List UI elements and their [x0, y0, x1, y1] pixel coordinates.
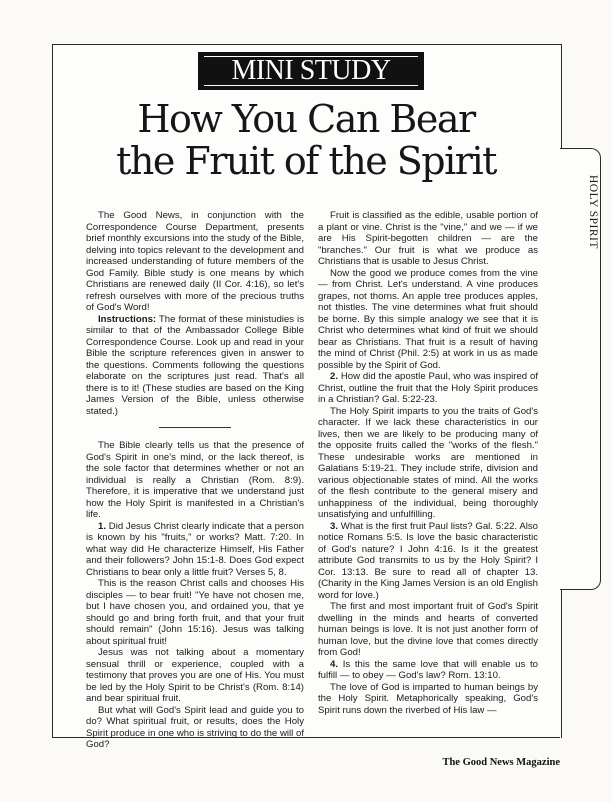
question-1: 1. Did Jesus Christ clearly indicate that a person is known by his "fruits," or works? Matt. 7:20. In what way did He characterize Himself, His Father and their followers? John 15:1-8. Does God expect Christians to bear only a little fruit? Verses 5, 8.	[86, 520, 304, 578]
body-paragraph: The Holy Spirit imparts to you the traits of God's character. If we lack these characteristics in our lives, then we are likely to be producing many of the opposite fruits called the "works of the flesh." These undesirable works are mentioned in Galatians 5:19-21. They include strife, division and various objectionable states of mind. All the works of the flesh contribute to the general misery and unhappiness of the individual, being thoroughly unsatisfying and unfulfilling.	[318, 405, 538, 520]
magazine-footer: The Good News Magazine	[442, 757, 560, 768]
question-4: 4. Is this the same love that will enable us to fulfill — to obey — God's law? Rom. 13:10.	[318, 658, 538, 681]
body-paragraph: Now the good we produce comes from the vine — from Christ. Let's understand. A vine produces grapes, not thorns. An apple tree produces apples, not thistles. The vine determines what fruit should be borne. By this simple analogy we see that it is Christ who determines what kind of fruit we should bear as Christians. That fruit is a result of having the mind of Christ (Phil. 2:5) at work in us as made possible by the Spirit of God.	[318, 267, 538, 371]
body-paragraph: The love of God is imparted to human beings by the Holy Spirit. Metaphorically speaking, God's Spirit runs down the riverbed of His law —	[318, 681, 538, 716]
intro-paragraph: The Good News, in conjunction with the Correspondence Course Department, presents brief monthly excursions into the study of the Bible, delving into topics relevant to the development and increased understanding of future members of the God Family. Bible study is one means by which Christians are renewed daily (II Cor. 4:16), so let's refresh ourselves with more of the precious truths of God's Word!	[86, 210, 304, 313]
question-3: 3. What is the first fruit Paul lists? Gal. 5:22. Also notice Romans 5:5. Is love the basic characteristic of God's nature? I John 4:16. Is it the greatest attribute God transmits to us by the Holy Spirit? I Cor. 13:13. Be sure to read all of chapter 13. (Charity in the King James Version is an old English word for love.)	[318, 520, 538, 601]
body-paragraph: The first and most important fruit of God's Spirit dwelling in the minds and hearts of converted human beings is love. It is not just another form of human love, but the divine love that comes directly from God!	[318, 601, 538, 658]
instructions-label: Instructions:	[98, 313, 157, 325]
left-column	[86, 210, 304, 751]
body-paragraph: This is the reason Christ calls and chooses His disciples — to bear fruit! "Ye have not chosen me, but I have chosen you, and ordained you, that ye should go and bring forth fruit, and that your fruit should remain" (John 15:16). Jesus was talking about spiritual fruit!	[86, 578, 304, 647]
mini-study-label: MINI STUDY	[204, 56, 418, 86]
instructions-paragraph: Instructions: The format of these ministudies is similar to that of the Ambassador College Bible Correspondence Course. Look up and read in your Bible the scripture references given in answer to the questions. Comments following the questions elaborate on the scriptures just read. That's all there is to it! (These studies are based on the King James Version of the Bible, unless otherwise stated.)	[86, 313, 304, 417]
question-2: 2. How did the apostle Paul, who was inspired of Christ, outline the fruit that the Holy Spirit produces in a Christian? Gal. 5:22-23.	[318, 371, 538, 405]
mini-study-banner	[198, 52, 424, 90]
body-paragraph: But what will God's Spirit lead and guide you to do? What spiritual fruit, or results, does the Holy Spirit produce in one who is striving to do the will of God?	[86, 704, 304, 750]
body-paragraph: Jesus was not talking about a momentary sensual thrill or experience, coupled with a testimony that proves you are one of His. You must be led by the Holy Spirit to be Christ's (Rom. 8:14) and bear spiritual fruit.	[86, 647, 304, 704]
section-tab-label: HOLY SPIRIT	[587, 175, 599, 249]
right-column	[318, 210, 538, 716]
body-paragraph: The Bible clearly tells us that the presence of God's Spirit in one's mind, or the lack thereof, is the sole factor that determines whether or not an individual is really a Christian (Rom. 8:9). Therefore, it is imperative that we understand just how the Holy Spirit is manifested in a Christian's life.	[86, 440, 304, 520]
article-title	[60, 98, 552, 182]
title-line-2: the Fruit of the Spirit	[116, 139, 496, 183]
body-paragraph: Fruit is classified as the edible, usable portion of a plant or vine. Christ is the "vine," and we — if we are His Spirit-begotten children — are the "branches." Our fruit is what we produce as Christians that is usable to Jesus Christ.	[318, 210, 538, 267]
section-divider	[159, 427, 231, 428]
title-line-1: How You Can Bear	[137, 97, 475, 141]
